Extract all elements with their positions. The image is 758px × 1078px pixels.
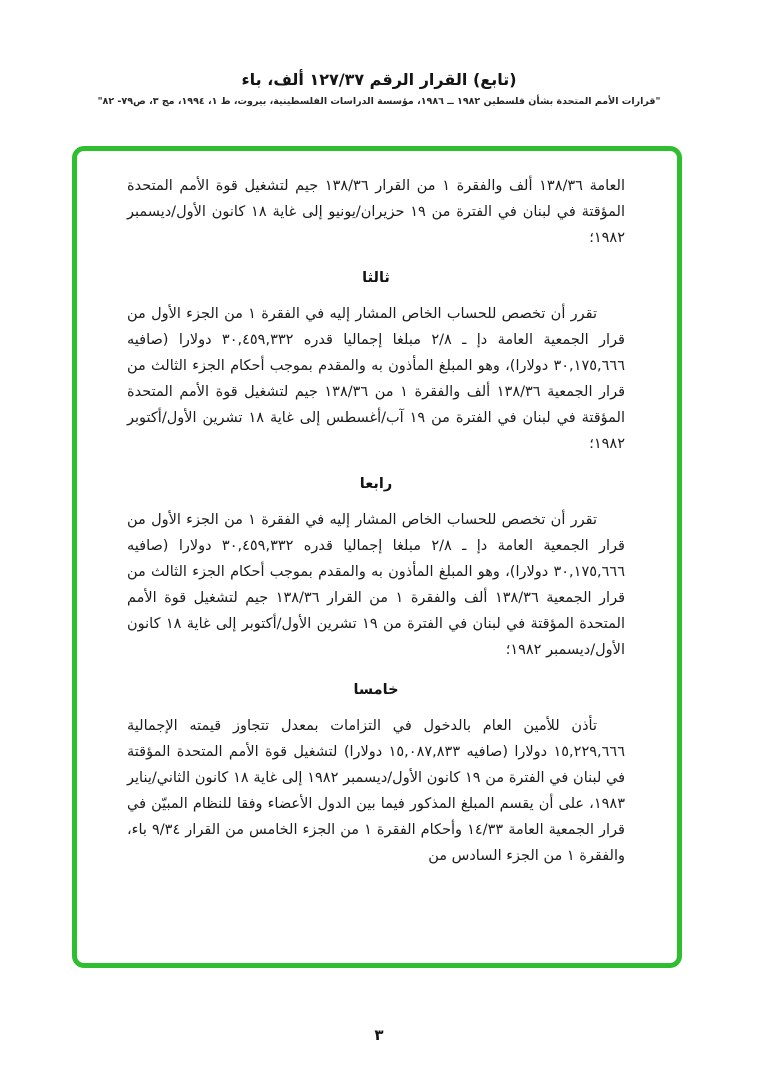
source-citation: "قرارات الأمم المتحدة بشأن فلسطين ١٩٨٢ ــ ١٩٨٦، مؤسسة الدراسات الفلسطينية، بيروت، ط ١، ١٩٩٤، مج ٣، ص٧٩- ٨٢" <box>97 96 661 107</box>
section-heading-third: ثالثا <box>362 270 390 286</box>
green-border-frame <box>72 146 682 968</box>
section-paragraph-fourth: تقرر أن تخصص للحساب الخاص المشار إليه في الفقرة ١ من الجزء الأول من قرار الجمعية العامة دإ ـ ٢/٨ مبلغا إجماليا قدره ٣٠,٤٥٩,٣٣٢ دولارا (صافيه ٣٠,١٧٥,٦٦٦ دولارا)، وهو المبلغ المأذون به والمقدم بموجب أحكام الجزء الثالث من قرار الجمعية ١٣٨/٣٦ ألف والفقرة ١ من القرار ١٣٨/٣٦ جيم لتشغيل قوة الأمم المتحدة المؤقتة في لبنان في الفترة من ١٩ تشرين الأول/أكتوبر إلى غاية ١٨ كانون الأول/ديسمبر ١٩٨٢؛ <box>127 512 626 658</box>
continuation-paragraph: العامة ١٣٨/٣٦ ألف والفقرة ١ من القرار ١٣٨/٣٦ جيم لتشغيل قوة الأمم المتحدة المؤقتة في لبنان في الفترة من ١٩ حزيران/يونيو إلى غاية ١٨ كانون الأول/ديسمبر ١٩٨٢؛ <box>127 178 626 246</box>
document-title: (تابع) القرار الرقم ١٢٧/٣٧ ألف، باء <box>241 70 517 89</box>
section-fourth <box>127 471 625 663</box>
section-fifth <box>127 677 625 869</box>
page-header <box>0 70 758 107</box>
section-paragraph-fifth: تأذن للأمين العام بالدخول في التزامات بمعدل تتجاوز قيمته الإجمالية ١٥,٢٢٩,٦٦٦ دولارا (صافيه ١٥,٠٨٧,٨٣٣ دولارا) لتشغيل قوة الأمم المتحدة المؤقتة في لبنان في الفترة من ١٩ كانون الأول/ديسمبر ١٩٨٢ إلى غاية ١٨ كانون الثاني/يناير ١٩٨٣، على أن يقسم المبلغ المذكور فيما بين الدول الأعضاء وفقا للنظام المبيّن في قرار الجمعية العامة ١٤/٣٣ وأحكام الفقرة ١ من الجزء الخامس من القرار ٩/٣٤ باء، والفقرة ١ من الجزء السادس من <box>127 718 626 864</box>
body-text-column <box>127 173 625 869</box>
section-heading-fourth: رابعا <box>359 476 393 492</box>
page-number: ٣ <box>374 1026 384 1044</box>
section-heading-fifth: خامسا <box>353 682 399 698</box>
section-third <box>127 265 625 457</box>
section-paragraph-third: تقرر أن تخصص للحساب الخاص المشار إليه في الفقرة ١ من الجزء الأول من قرار الجمعية العامة دإ ـ ٢/٨ مبلغا إجماليا قدره ٣٠,٤٥٩,٣٣٢ دولارا (صافيه ٣٠,١٧٥,٦٦٦ دولارا)، وهو المبلغ المأذون به والمقدم بموجب أحكام الجزء الثالث من قرار الجمعية ١٣٨/٣٦ ألف والفقرة ١ من ١٣٨/٣٦ جيم لتشغيل قوة الأمم المتحدة المؤقتة في لبنان في الفترة من ١٩ آب/أغسطس إلى غاية ١٨ تشرين الأول/أكتوبر ١٩٨٢؛ <box>127 306 626 452</box>
